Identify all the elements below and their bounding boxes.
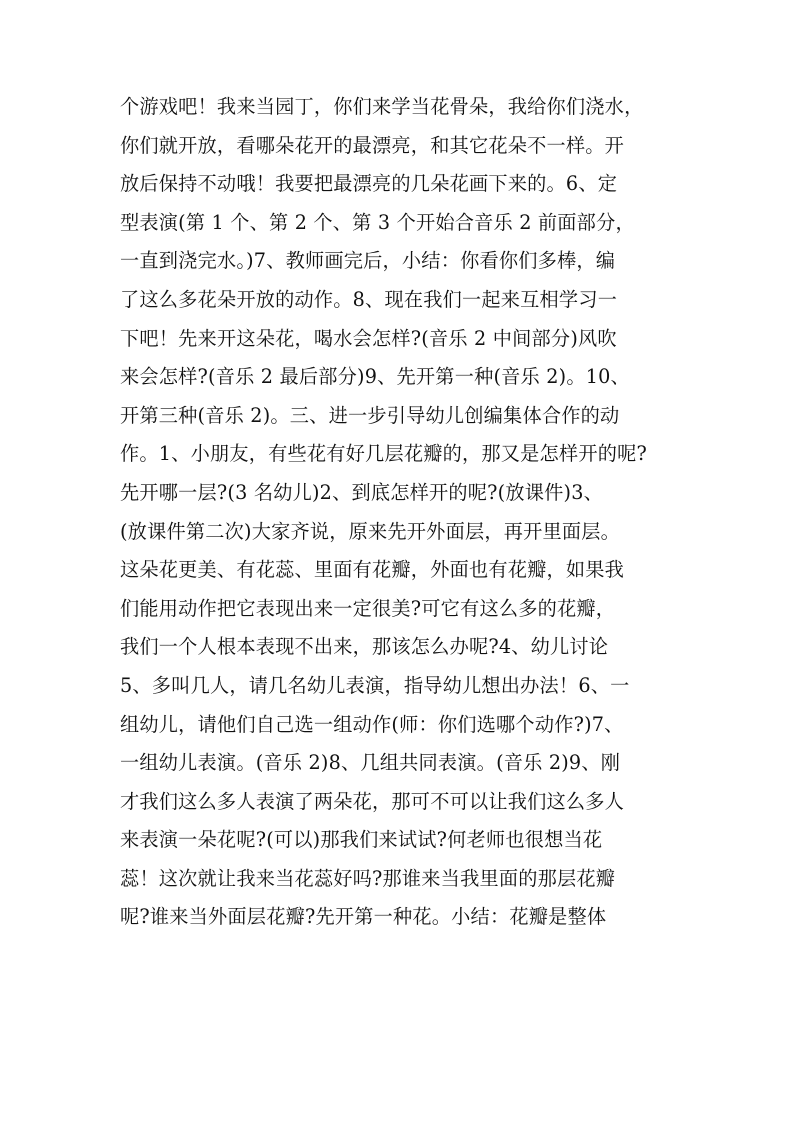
text-line: (放课件第二次)大家齐说，原来先开外面层，再开里面层。 [120,519,621,543]
text-line: 我们一个人根本表现不出来，那该怎么办呢?4、幼儿讨论 [120,635,609,659]
text-line: 来会怎样?(音乐 2 最后部分)9、先开第一种(音乐 2)。10、 [120,365,630,389]
text-line: 作。1、小朋友，有些花有好几层花瓣的，那又是怎样开的呢? [120,442,647,466]
body-text [120,88,680,937]
text-line: 这朵花更美、有花蕊、里面有花瓣，外面也有花瓣，如果我 [120,558,625,582]
text-line: 一组幼儿表演。(音乐 2)8、几组共同表演。(音乐 2)9、刚 [120,751,621,775]
text-line: 下吧！先来开这朵花，喝水会怎样?(音乐 2 中间部分)风吹 [120,326,617,350]
text-line: 来表演一朵花呢?(可以)那我们来试试?何老师也很想当花 [120,828,603,852]
text-line: 们能用动作把它表现出来一定很美?可它有这么多的花瓣， [120,596,616,620]
text-line: 先开哪一层?(3 名幼儿)2、到底怎样开的呢?(放课件)3、 [120,480,603,504]
text-line: 型表演(第 1 个、第 2 个、第 3 个开始合音乐 2 前面部分， [120,210,635,234]
text-line: 一直到浇完水。)7、教师画完后，小结：你看你们多棒，编 [120,249,616,273]
text-line: 你们就开放，看哪朵花开的最漂亮，和其它花朵不一样。开 [120,133,625,157]
text-line: 放后保持不动哦！我要把最漂亮的几朵花画下来的。6、定 [120,172,618,196]
text-line: 组幼儿，请他们自己选一组动作(师：你们选哪个动作?)7、 [120,712,624,736]
text-line: 个游戏吧！我来当园丁，你们来学当花骨朵，我给你们浇水， [120,95,644,118]
text-line: 开第三种(音乐 2)。三、进一步引导幼儿创编集体合作的动 [120,403,620,427]
text-line: 呢?谁来当外面层花瓣?先开第一种花。小结：花瓣是整体 [120,905,607,929]
text-line: 5、多叫几人，请几名幼儿表演，指导幼儿想出办法！6、一 [120,673,630,697]
text-line: 蕊！这次就让我来当花蕊好吗?那谁来当我里面的那层花瓣 [120,866,616,890]
text-line: 才我们这么多人表演了两朵花，那可不可以让我们这么多人 [120,789,625,813]
text-line: 了这么多花朵开放的动作。8、现在我们一起来互相学习一 [120,287,618,311]
